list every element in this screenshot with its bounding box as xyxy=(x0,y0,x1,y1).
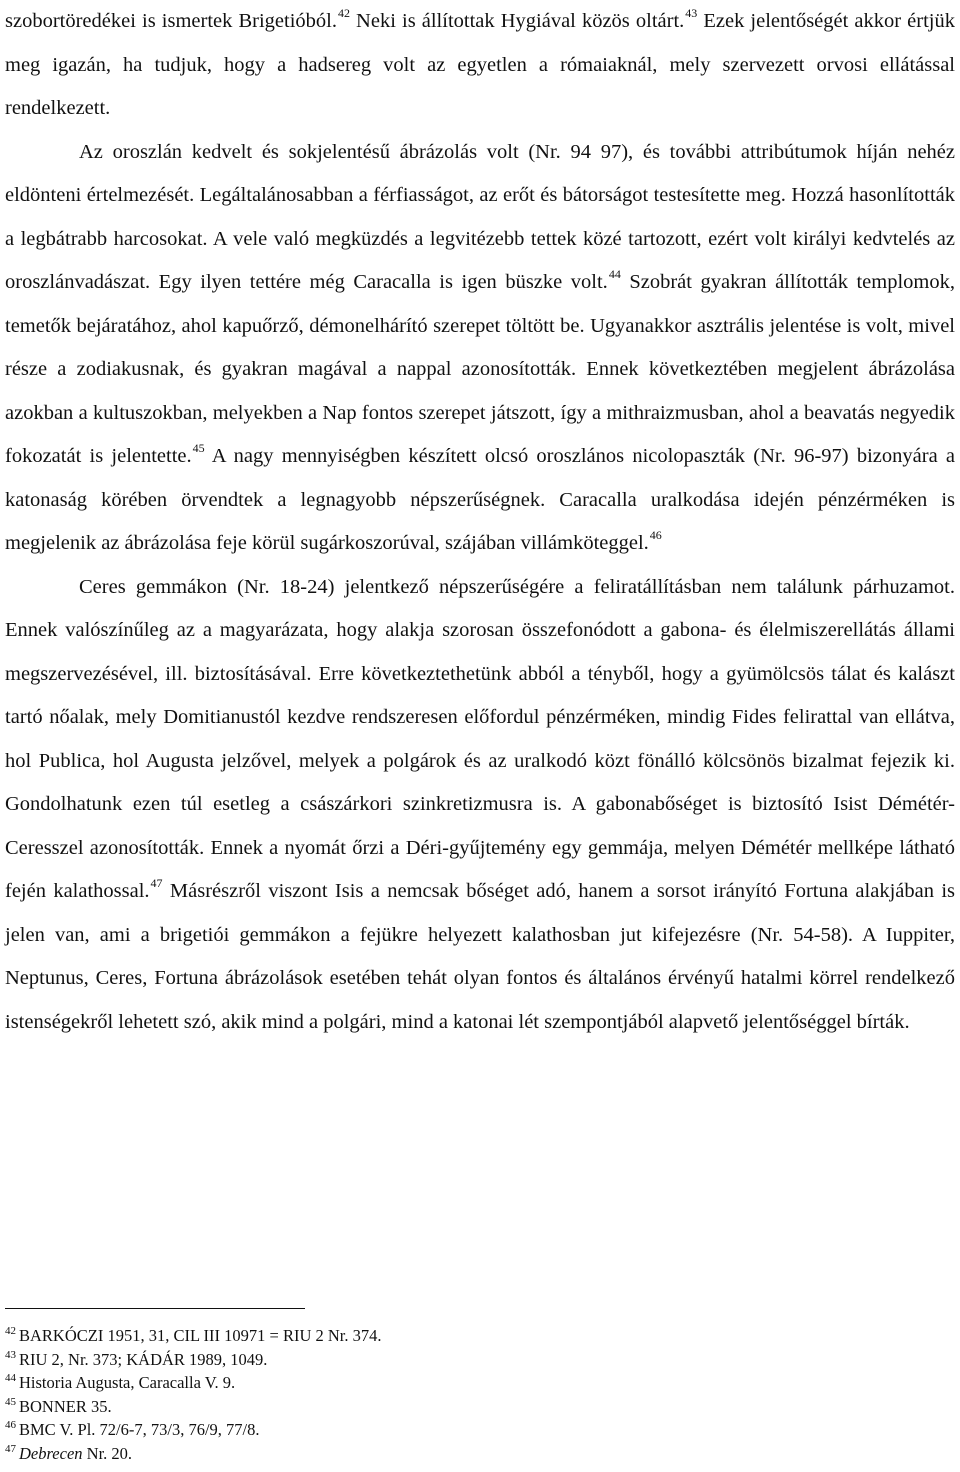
footnote-number: 45 xyxy=(5,1395,16,1408)
footnotes xyxy=(5,1324,955,1466)
paragraph-3-segment-2: Másrészről viszont Isis a nemcsak bőséget adó, hanem a sorsot irányító Fortuna alakjában is jelen van, ami a brigetiói gemmákon a fejükre helyezett kalathosban jut kifejezésre (Nr. 54-58). A Iuppiter, Neptunus, Ceres, Fortuna ábrázolások esetében tehát olyan fontos és általános érvényű hatalmi körrel rendelkező istenségekről lehetett szó, akik mind a polgári, mind a katonai lét szempontjából alapvető jelentőséggel bírták. xyxy=(5,880,955,1033)
paragraph-1 xyxy=(5,0,955,131)
footnote-43 xyxy=(5,1348,955,1372)
footnote-46 xyxy=(5,1418,955,1442)
paragraph-1-segment-2: Neki is állítottak Hygiával közös oltárt. xyxy=(349,10,685,32)
footnote-42 xyxy=(5,1324,955,1348)
footnote-number: 46 xyxy=(5,1419,16,1432)
paragraph-2-segment-1: Az oroszlán kedvelt és sokjelentésű ábrázolás volt (Nr. 94 97), és további attribútumok híján nehéz eldönteni értelmezését. Legáltalánosabban a férfiasságot, az erőt és bátorságot testesítette meg. Hozzá hasonlították a legbátrabb harcosokat. A vele való megküzdés a legvitézebb tettek közé tartozott, ezért volt királyi kedvtelés az oroszlánvadászat. Egy ilyen tettére még Caracalla is igen büszke volt. xyxy=(5,140,955,293)
body-text xyxy=(5,0,955,1044)
footnote-ref-47[interactable]: 47 xyxy=(150,876,163,890)
footnote-ref-44[interactable]: 44 xyxy=(608,267,621,281)
footnote-45 xyxy=(5,1395,955,1419)
footnote-text: Historia Augusta, Caracalla V. 9. xyxy=(19,1373,236,1393)
footnote-44 xyxy=(5,1371,955,1395)
footnote-text: Nr. 20. xyxy=(82,1443,133,1463)
paragraph-3 xyxy=(5,566,955,1045)
paragraph-2-segment-2: Szobrát gyakran állították templomok, temetők bejáratához, ahol kapuőrző, démonelhárító szerepet töltött be. Ugyanakkor asztrális jelentése is volt, mivel része a zodiakusnak, és gyakran magával a nappal azonosították. Ennek következtében megjelent ábrázolása azokban a kultuszokban, melyekben a Nap fontos szerepet játszott, így a mithraizmusban, ahol a beavatás negyedik fokozatát is jelentette. xyxy=(5,271,955,467)
footnote-number: 43 xyxy=(5,1348,16,1361)
paragraph-3-segment-1: Ceres gemmákon (Nr. 18-24) jelentkező népszerűségére a feliratállításban nem találunk párhuzamot. Ennek valószínűleg az a magyarázata, hogy alakja szorosan összefonódott a gabona- és élelmiszerellátás állami megszervezésével, ill. biztosításával. Erre következtethetünk abból a tényből, hogy a gyümölcsös tálat és kalászt tartó nőalak, mely Domitianustól kezdve rendszeresen előfordul pénzérméken, mindig Fides felirattal van ellátva, hol Publica, hol Augusta jelzővel, melyek a polgárok és az uralkodó közt fönálló kölcsönös bizalmat fejezik ki. Gondolhatunk ezen túl esetleg a császárkori szinkretizmusra is. A gabonabőséget is biztosító Isist Démétér-Ceresszel azonosították. Ennek a nyomát őrzi a Déri-gyűjtemény egy gemmája, melyen Démétér mellképe látható fején kalathossal. xyxy=(5,575,955,902)
paragraph-1-segment-3: Ezek jelentőségét akkor értjük meg igazán, ha tudjuk, hogy a hadsereg volt az egyetlen a rómaiaknál, mely szervezett orvosi ellátással rendelkezett. xyxy=(5,10,955,119)
footnote-47 xyxy=(5,1442,955,1466)
footnote-ref-43[interactable]: 43 xyxy=(685,6,698,20)
footnote-text: BARKÓCZI 1951, 31, CIL III 10971 = RIU 2 Nr. 374. xyxy=(19,1326,382,1345)
footnote-text: BMC V. Pl. 72/6-7, 73/3, 76/9, 77/8. xyxy=(19,1420,260,1440)
paragraph-1-segment-1: szobortöredékei is ismertek Brigetióból. xyxy=(5,10,337,32)
footnote-separator xyxy=(5,1308,305,1309)
footnote-text: BONNER 35. xyxy=(19,1396,112,1416)
footnote-ref-45[interactable]: 45 xyxy=(192,441,205,455)
footnote-number: 42 xyxy=(5,1325,16,1337)
paragraph-2 xyxy=(5,131,955,566)
footnote-text: RIU 2, Nr. 373; KÁDÁR 1989, 1049. xyxy=(19,1349,268,1369)
footnote-ref-42[interactable]: 42 xyxy=(337,6,350,20)
paragraph-2-segment-3: A nagy mennyiségben készített olcsó oroszlános nicolopaszták (Nr. 96-97) bizonyára a katonaság körében örvendtek a legnagyobb népszerűségnek. Caracalla uralkodása idején pénzérméken is megjelenik az ábrázolása feje körül sugárkoszorúval, szájában villámköteggel. xyxy=(5,445,956,554)
footnote-ref-46[interactable]: 46 xyxy=(649,528,662,542)
footnote-number: 47 xyxy=(5,1442,16,1455)
footnote-number: 44 xyxy=(5,1372,16,1385)
footnote-italic-text: Debrecen xyxy=(19,1443,83,1463)
